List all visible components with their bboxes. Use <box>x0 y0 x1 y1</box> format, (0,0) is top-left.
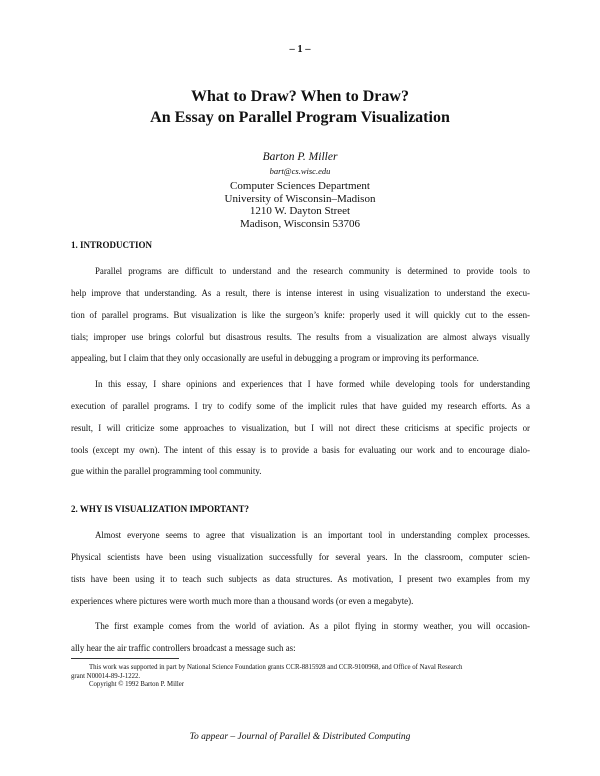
page-number: – 1 – <box>289 44 311 55</box>
affiliation-line: Madison, Wisconsin 53706 <box>239 217 361 230</box>
text-line: execution of parallel programs. I try to codify some of the implicit rules that have guided my research efforts. As a <box>71 400 530 411</box>
text-line: tists have been using it to teach such subjects as data structures. As motivation, I present two examples from my <box>71 573 530 584</box>
text-line: help improve that understanding. As a result, there is intense interest in using visualization to understand the execu- <box>71 287 530 298</box>
paragraph-intro-1 <box>71 261 530 370</box>
footnote-line: grant N00014-89-J-1222. <box>71 672 141 680</box>
footnote-divider <box>71 658 179 659</box>
footnote-line: This work was supported in part by National Science Foundation grants CCR-8815928 and CCR-9100968, and Office of Naval Research <box>89 664 463 671</box>
page-footer: To appear – Journal of Parallel & Distributed Computing <box>189 732 411 742</box>
title-line-1: What to Draw? When to Draw? <box>191 88 409 105</box>
affiliation-line: 1210 W. Dayton Street <box>249 205 351 217</box>
text-line: Physical scientists have been using visualization successfully for several years. In the classroom, computer scien- <box>71 551 530 562</box>
paragraph-intro-2 <box>71 374 530 483</box>
footnote <box>71 664 530 690</box>
text-line: The first example comes from the world of aviation. As a pilot flying in stormy weather, you will occasion- <box>95 621 530 631</box>
text-line: Almost everyone seems to agree that visualization is an important tool in understanding complex processes. <box>95 530 530 540</box>
paragraph-why-2 <box>71 616 530 660</box>
section-heading-introduction: 1. INTRODUCTION <box>71 240 153 250</box>
text-line: tion of parallel programs. But visualization is like the surgeon’s knife: properly used it will quickly cut to the essen- <box>71 309 530 320</box>
affiliation <box>0 180 600 230</box>
text-line: In this essay, I share opinions and experiences that I have formed while developing tools for understanding <box>95 379 530 389</box>
copyright-notice: Copyright © 1992 Barton P. Miller <box>89 681 185 688</box>
section-heading-why-visualization: 2. WHY IS VISUALIZATION IMPORTANT? <box>71 504 249 514</box>
paper-title <box>0 86 600 128</box>
affiliation-line: Computer Sciences Department <box>230 180 370 192</box>
author-email: bart@cs.wisc.edu <box>269 166 331 176</box>
text-line: tials; improper use brings colorful but disastrous results. The results from a visualization are almost always visually <box>71 331 530 342</box>
text-line: Parallel programs are difficult to understand and the research community is determined to provide tools to <box>95 266 530 276</box>
text-line: result, I will criticize some approaches to visualization, but I will not direct these criticisms at specific projects or <box>71 422 530 433</box>
text-line: ally hear the air traffic controllers broadcast a message such as: <box>71 642 296 653</box>
text-line: experiences where pictures were worth much more than a thousand words (or even a megabyte). <box>71 595 414 606</box>
author-name: Barton P. Miller <box>262 151 338 163</box>
text-line: gue within the parallel programming tool community. <box>71 466 262 477</box>
text-line: appealing, but I claim that they only occasionally are useful in debugging a program or improving its performance. <box>71 353 479 364</box>
affiliation-line: University of Wisconsin–Madison <box>224 192 376 205</box>
paragraph-why-1 <box>71 525 530 612</box>
text-line: tools (except my own). The intent of this essay is to provide a basis for evaluating our work and to encourage dialo- <box>71 444 530 455</box>
title-line-2: An Essay on Parallel Program Visualization <box>150 109 450 126</box>
